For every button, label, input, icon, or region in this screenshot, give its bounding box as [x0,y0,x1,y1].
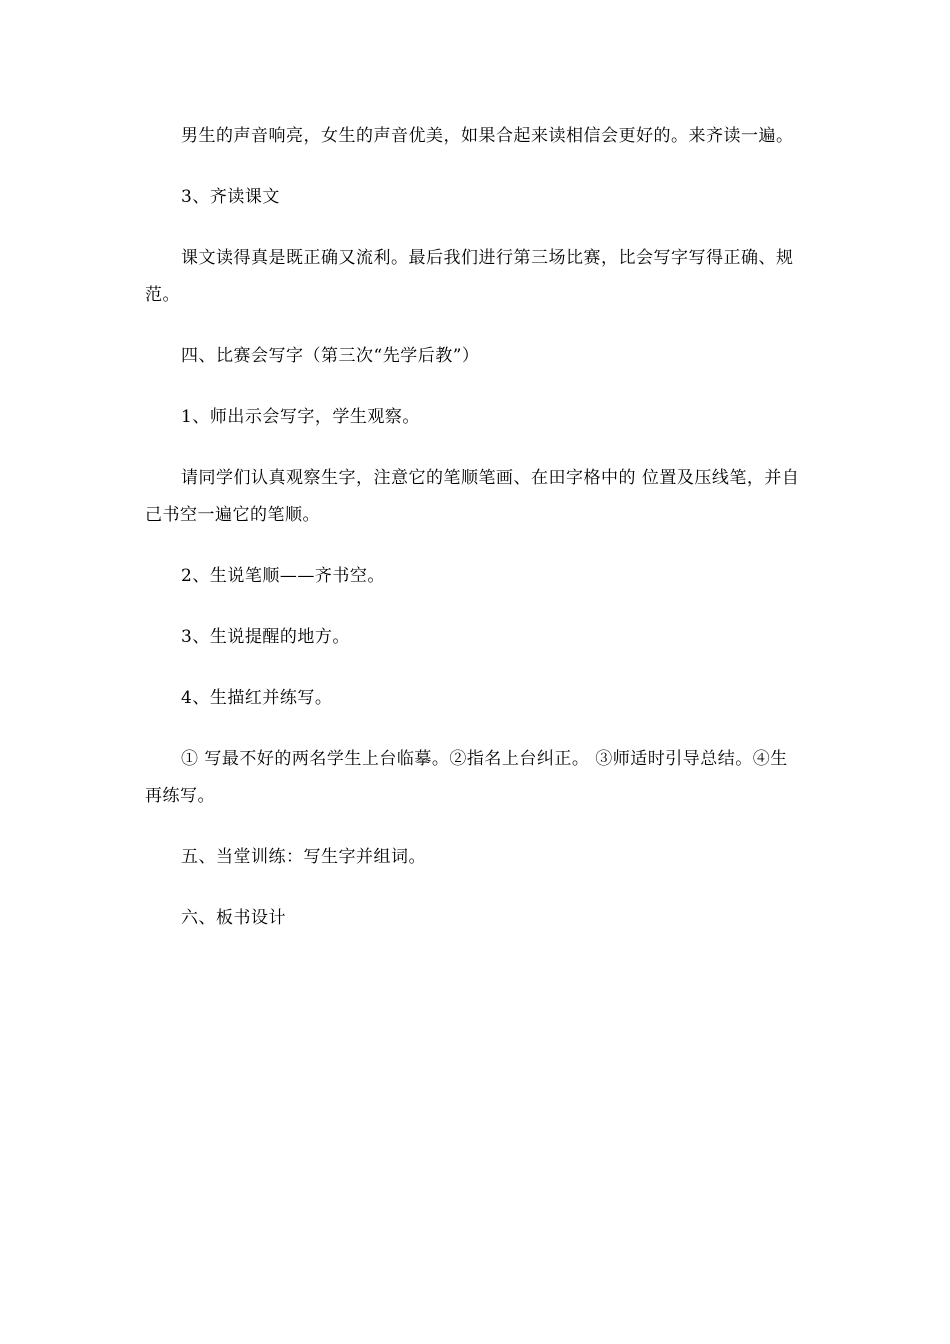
paragraph: 2、生说笔顺——齐书空。 [181,566,385,586]
section-heading: 五、当堂训练：写生字并组词。 [181,847,426,867]
section-heading: 六、板书设计 [181,908,286,928]
paragraph: 4、生描红并练写。 [181,688,333,708]
paragraph: 3、生说提醒的地方。 [181,627,350,647]
paragraph: 3、齐读课文 [181,187,280,207]
paragraph: 男生的声音响亮，女生的声音优美，如果合起来读相信会更好的。来齐读一遍。 [181,126,794,146]
paragraph: 课文读得真是既正确又流利。最后我们进行第三场比赛，比会写字写得正确、规范。 [145,248,794,305]
section-heading: 四、比赛会写字（第三次“先学后教”） [181,346,480,366]
paragraph: ① 写最不好的两名学生上台临摹。②指名上台纠正。 ③师适时引导总结。④生再练写。 [145,749,788,806]
paragraph: 1、师出示会写字，学生观察。 [181,407,420,427]
paragraph: 请同学们认真观察生字，注意它的笔顺笔画、在田字格中的 位置及压线笔，并自己书空一遍它的笔顺。 [145,468,800,525]
document-page [145,118,805,961]
